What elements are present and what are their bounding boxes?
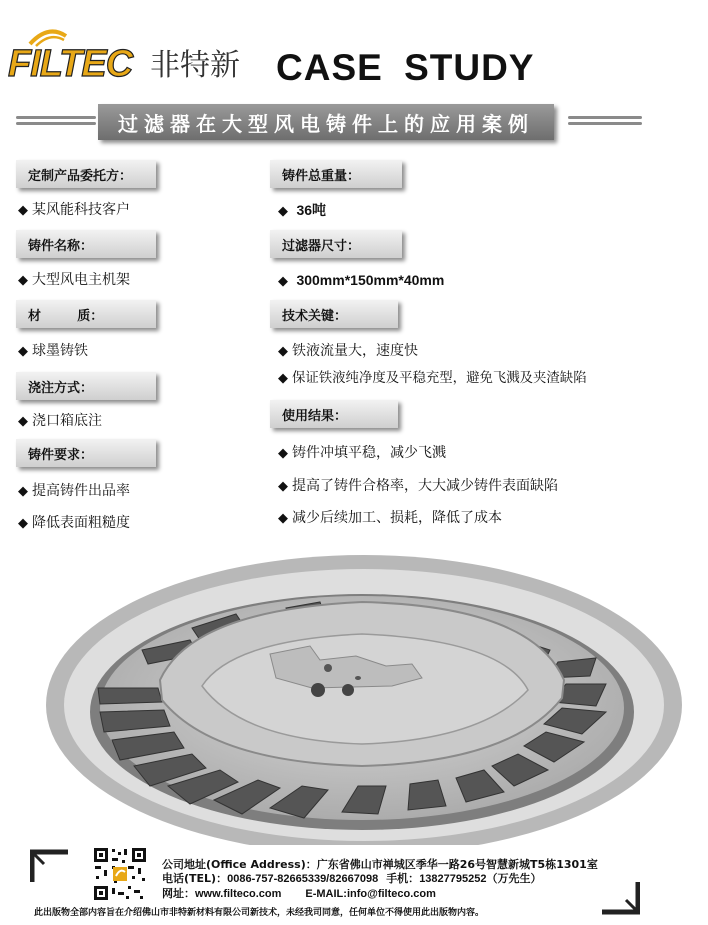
corner-deco-bottom-right [596, 880, 640, 916]
contact-line: 电话(TEL)：0086-757-82665339/82667098 手机：13827795252（万先生） [162, 872, 542, 885]
label-total-weight: 铸件总重量： [270, 160, 402, 188]
website-link[interactable]: www.filteco.com [195, 888, 282, 900]
label-key-technology: 技术关键： [270, 300, 398, 328]
disclaimer: 此出版物全部内容旨在介绍佛山市非特新材料有限公司新技术，未经我司同意，任何单位不得使用此出版物内容。 [34, 908, 485, 918]
label-client: 定制产品委托方： [16, 160, 156, 188]
qr-code-icon [92, 846, 148, 902]
banner-deco-left [16, 116, 96, 130]
page-title: CASE STUDY [276, 47, 535, 88]
list-item: ◆ 降低表面粗糙度 [18, 515, 130, 531]
list-item: ◆ 某风能科技客户 [18, 202, 130, 218]
address-line: 公司地址(Office Address)：广东省佛山市禅城区季华一路26号智慧新城T5栋1301室 [162, 858, 598, 871]
label-casting-requirements: 铸件要求： [16, 439, 156, 467]
label-results: 使用结果： [270, 400, 398, 428]
list-item: ◆ 提高了铸件合格率，大大减少铸件表面缺陷 [278, 478, 558, 494]
banner-heading: 过滤器在大型风电铸件上的应用案例 [98, 104, 554, 140]
logo-chinese-name: 非特新 [150, 48, 240, 83]
company-logo [8, 24, 268, 88]
list-item: ◆ 36吨 [278, 202, 327, 219]
list-item: ◆ 300mm*150mm*40mm [278, 272, 445, 289]
web-line: 网址：www.filteco.com E-MAIL:info@filteco.com [162, 887, 436, 900]
list-item: ◆ 铁液流量大，速度快 [278, 343, 418, 359]
label-material: 材 质： [16, 300, 156, 328]
casting-photo [42, 540, 682, 845]
email-link[interactable]: info@filteco.com [346, 888, 436, 900]
corner-deco-top-left [30, 848, 74, 884]
label-filter-size: 过滤器尺寸： [270, 230, 402, 258]
list-item: ◆ 减少后续加工、损耗，降低了成本 [278, 510, 502, 526]
list-item: ◆ 铸件冲填平稳，减少飞溅 [278, 445, 446, 461]
banner-deco-right [568, 116, 642, 130]
list-item: ◆ 提高铸件出品率 [18, 483, 130, 499]
list-item: ◆ 浇口箱底注 [18, 413, 102, 429]
label-casting-name: 铸件名称： [16, 230, 156, 258]
list-item: ◆ 保证铁液纯净度及平稳充型，避免飞溅及夹渣缺陷 [278, 371, 587, 386]
label-pouring-method: 浇注方式： [16, 372, 156, 400]
list-item: ◆ 大型风电主机架 [18, 272, 130, 288]
logo-word: FILTEC [8, 43, 133, 85]
list-item: ◆ 球墨铸铁 [18, 343, 88, 359]
